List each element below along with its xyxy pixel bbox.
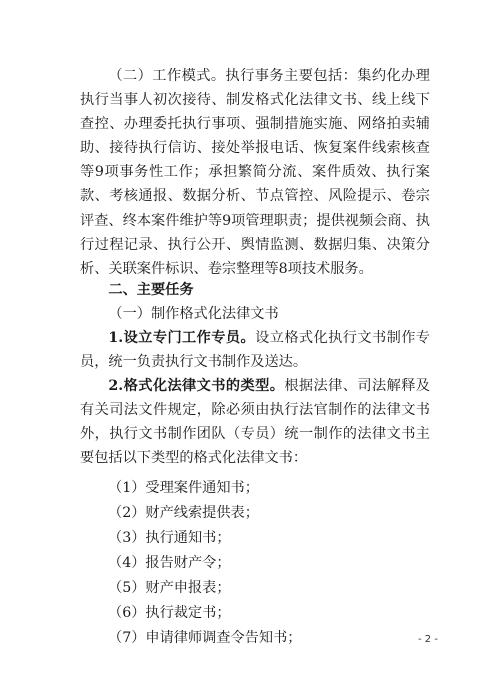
- subsection-heading: （一）制作格式化法律文书: [108, 306, 279, 322]
- point-2-lead: 2.格式化法律文书的类型。: [108, 378, 285, 394]
- list-item-4: （4）报告财产令；: [108, 555, 231, 571]
- page-number: - 2 -: [418, 634, 438, 645]
- point-1-text: 设立格式化执行文书制作专员，统一负责执行文书制作及送达。: [80, 330, 430, 371]
- section-heading: 二、主要任务: [108, 282, 194, 298]
- list-item-5: （5）财产申报表；: [108, 580, 231, 596]
- list-item-1: （1）受理案件通知书；: [108, 480, 259, 496]
- list-item-6: （6）执行裁定书；: [108, 605, 231, 621]
- work-mode-text: （二）工作模式。执行事务主要包括：集约化办理执行当事人初次接待、制发格式化法律文书、线上线下查控、办理委托执行事项、强制措施实施、网络拍卖辅助、接待执行信访、接处举报电话、恢复案件线索核查等9项事务性工作；承担繁简分流、案件质效、执行案款、考核通报、数据分析、节点管控、风险提示、卷宗评查、终本案件维护等9项管理职责；提供视频会商、执行过程记录、执行公开、舆情监测、数据归集、决策分析、关联案件标识、卷宗整理等8项技术服务。: [80, 68, 430, 277]
- list-item-7: （7）申请律师调查令告知书；: [108, 630, 302, 646]
- work-mode-paragraph: [80, 64, 430, 281]
- point-1-paragraph: [80, 326, 430, 374]
- list-item-3: （3）执行通知书；: [108, 530, 231, 546]
- point-2-paragraph: [80, 374, 430, 470]
- list-item-2: （2）财产线索提供表；: [108, 505, 259, 521]
- point-1-lead: 1.设立专门工作专员。: [108, 330, 256, 346]
- point-2-text: 根据法律、司法解释及有关司法文件规定，除必须由执行法官制作的法律文书外，执行文书制作团队（专员）统一制作的法律文书主要包括以下类型的格式化法律文书：: [80, 378, 430, 467]
